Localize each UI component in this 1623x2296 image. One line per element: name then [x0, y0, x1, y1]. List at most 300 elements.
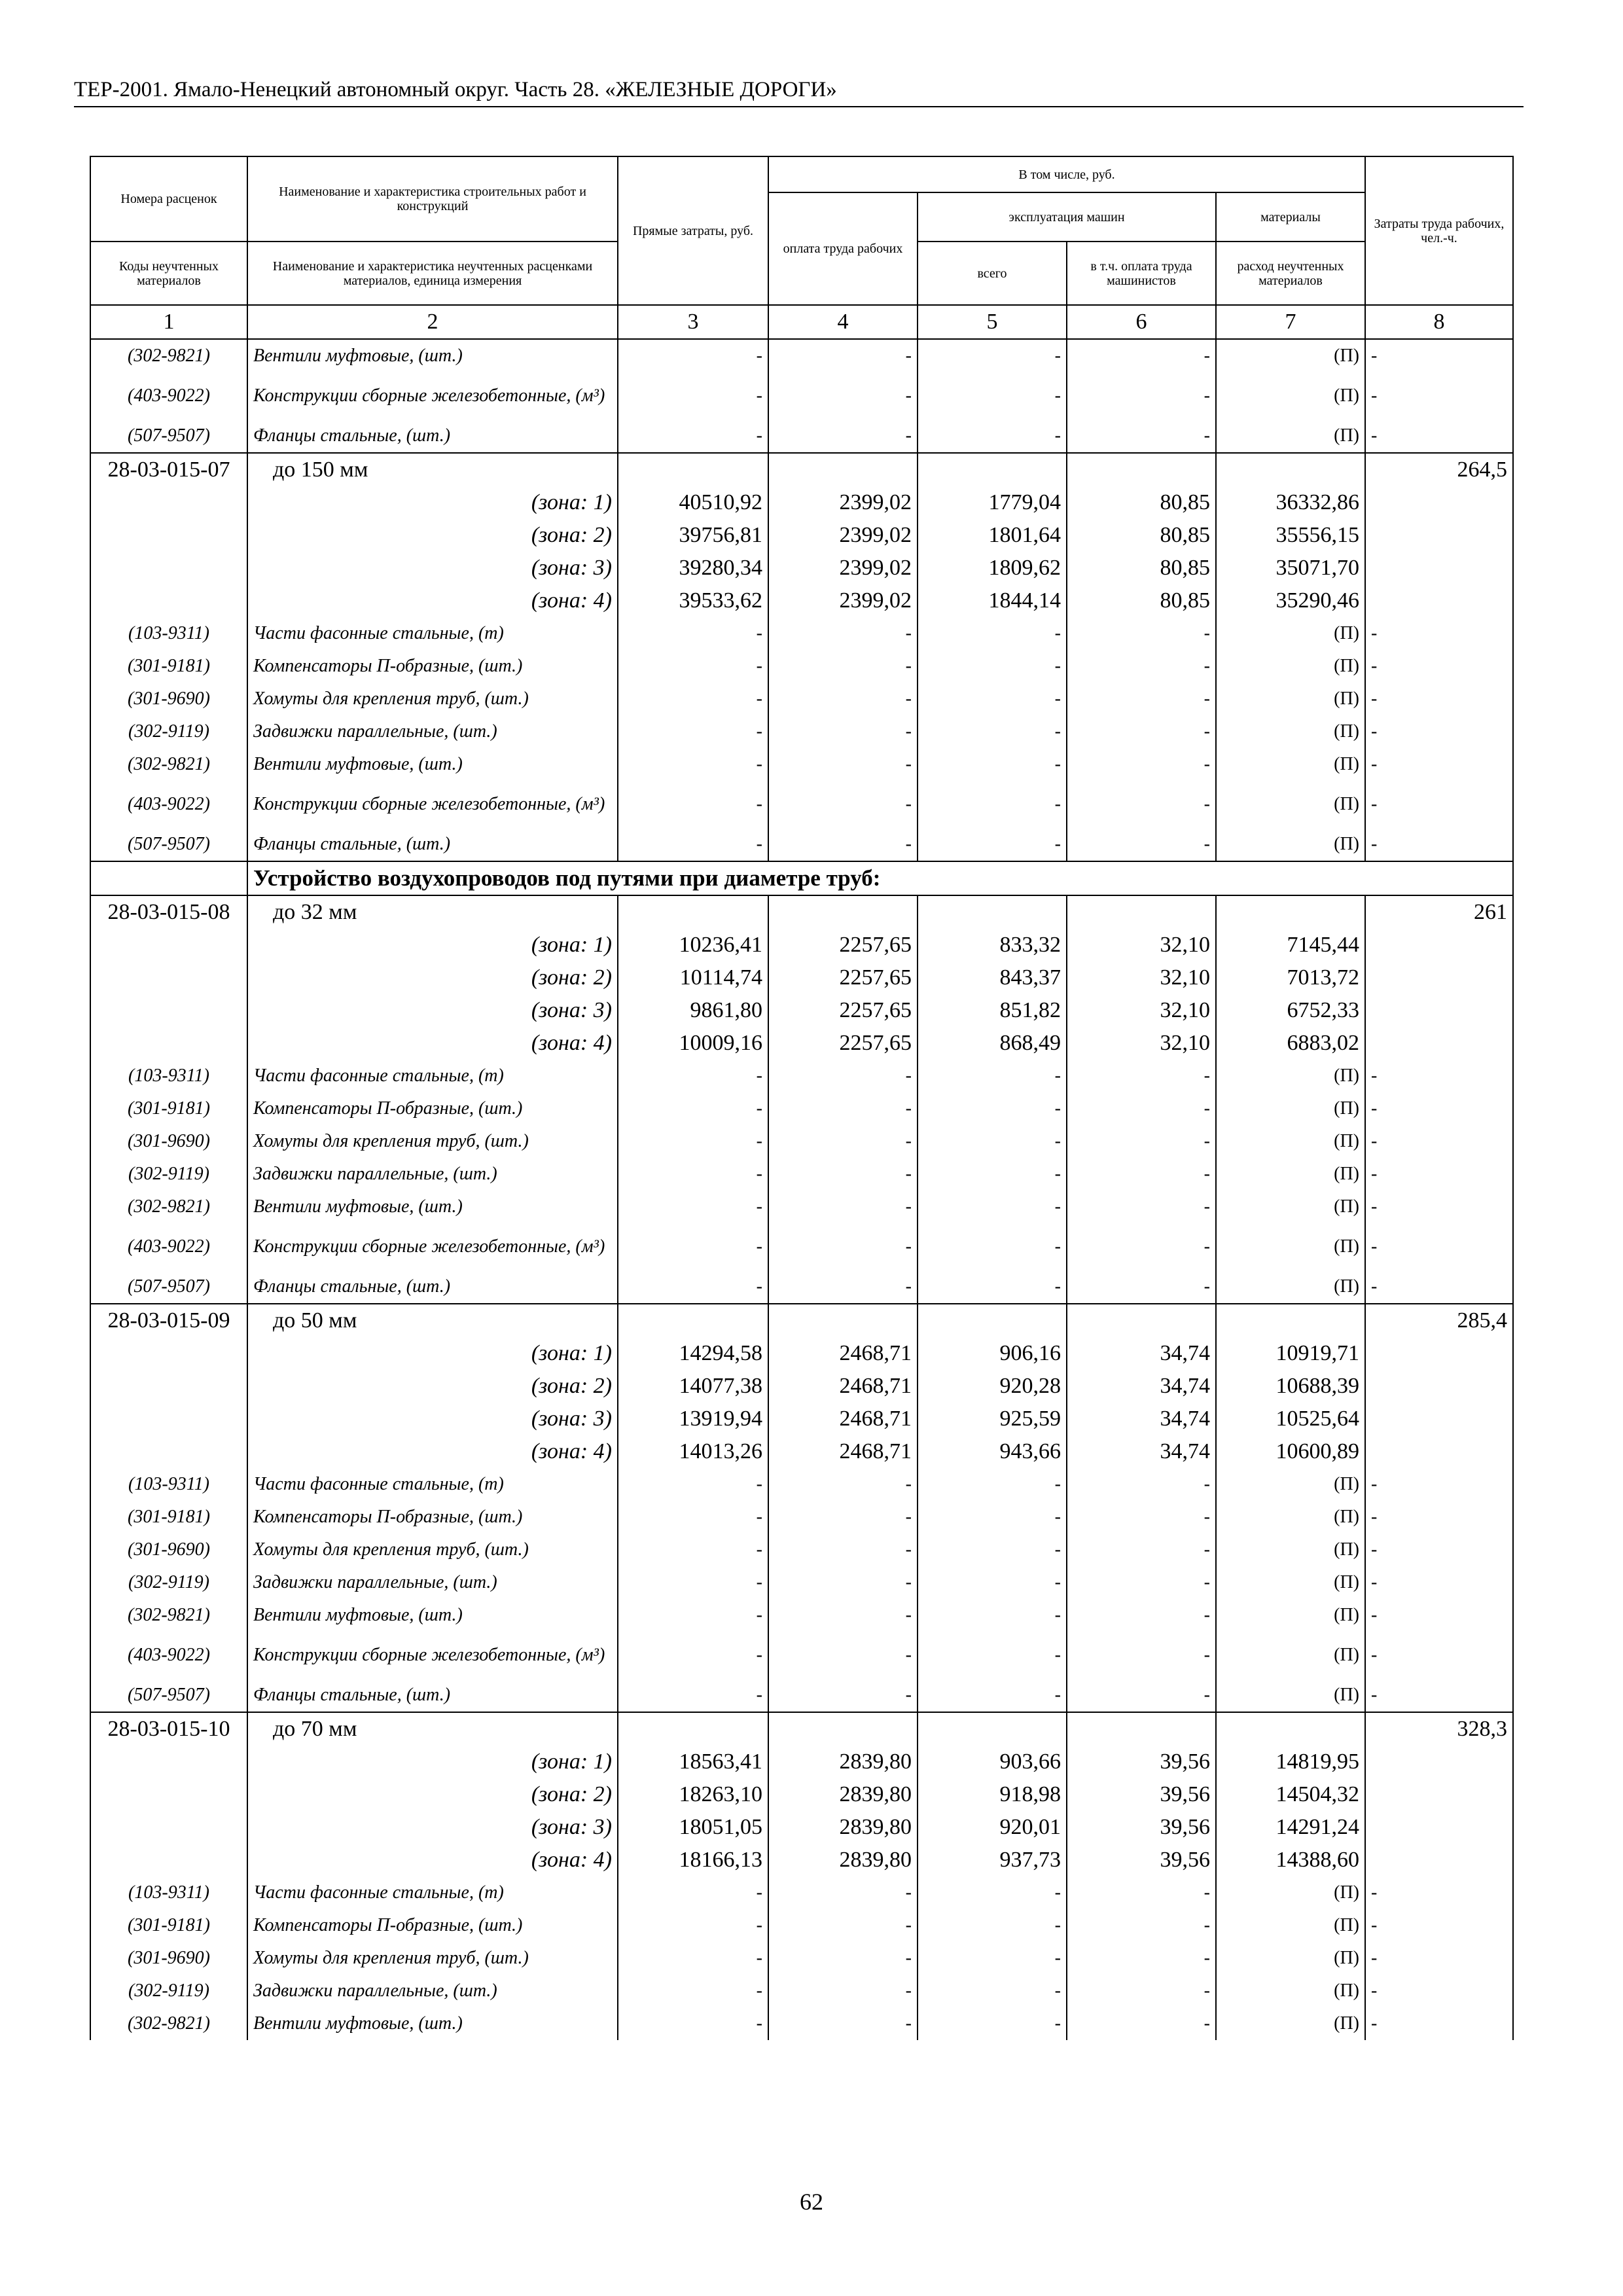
cell-name: (зона: 3): [247, 1403, 618, 1435]
cell-col5: -: [918, 1092, 1067, 1125]
cell-col3: -: [618, 339, 768, 372]
cell-col8: 261: [1365, 895, 1513, 929]
cell-col4: -: [768, 339, 918, 372]
cell-col6: 39,56: [1067, 1811, 1216, 1844]
cell-code: (302-9821): [90, 2007, 247, 2040]
cell-col8: -: [1365, 2007, 1513, 2040]
cell-col7: 14504,32: [1216, 1778, 1365, 1811]
cell-code: [90, 994, 247, 1027]
cell-code: (302-9821): [90, 1599, 247, 1632]
cell-col8: -: [1365, 1223, 1513, 1270]
cell-col7: (П): [1216, 1975, 1365, 2007]
cell-col3: [618, 1304, 768, 1337]
zone-row: [90, 1337, 1513, 1370]
cell-col8: [1365, 1811, 1513, 1844]
cell-col4: -: [768, 748, 918, 781]
cell-col5: 937,73: [918, 1844, 1067, 1876]
cell-col8: -: [1365, 781, 1513, 828]
cell-col5: 943,66: [918, 1435, 1067, 1468]
cell-col4: 2468,71: [768, 1435, 918, 1468]
cell-name: (зона: 2): [247, 1370, 618, 1403]
cell-col6: 32,10: [1067, 994, 1216, 1027]
cell-code: (507-9507): [90, 828, 247, 861]
cell-col6: 32,10: [1067, 1027, 1216, 1060]
zone-row: [90, 1746, 1513, 1778]
cell-code: (403-9022): [90, 1632, 247, 1679]
cell-code: (302-9821): [90, 339, 247, 372]
cell-col7: 7013,72: [1216, 961, 1365, 994]
cell-col8: -: [1365, 715, 1513, 748]
header-machines-total: всего: [918, 242, 1067, 305]
cell-col8: 285,4: [1365, 1304, 1513, 1337]
cell-col8: [1365, 1844, 1513, 1876]
cell-col3: 18263,10: [618, 1778, 768, 1811]
cell-col5: -: [918, 1534, 1067, 1566]
cell-name: Хомуты для крепления труб, (шт.): [247, 683, 618, 715]
cell-col4: -: [768, 1191, 918, 1223]
cell-col7: (П): [1216, 828, 1365, 861]
cell-col5: 920,01: [918, 1811, 1067, 1844]
column-numbers-row: [90, 305, 1513, 339]
cell-col8: 328,3: [1365, 1712, 1513, 1746]
cell-col5: 1801,64: [918, 519, 1067, 552]
cell-col8: -: [1365, 1501, 1513, 1534]
zone-row: [90, 1844, 1513, 1876]
cell-col6: -: [1067, 1566, 1216, 1599]
cell-col5: -: [918, 1158, 1067, 1191]
cell-code: (403-9022): [90, 781, 247, 828]
cell-col7: 14291,24: [1216, 1811, 1365, 1844]
cell-col5: 920,28: [918, 1370, 1067, 1403]
material-row: [90, 1599, 1513, 1632]
cell-name: до 70 мм: [247, 1712, 618, 1746]
cell-col7: 14819,95: [1216, 1746, 1365, 1778]
cell-col8: -: [1365, 683, 1513, 715]
table-header: [90, 156, 1513, 339]
cell-col4: 2257,65: [768, 994, 918, 1027]
cell-col3: -: [618, 1092, 768, 1125]
cell-col5: -: [918, 1125, 1067, 1158]
cell-code: [90, 519, 247, 552]
material-row: [90, 372, 1513, 420]
cell-col8: 264,5: [1365, 453, 1513, 486]
cell-col6: -: [1067, 1599, 1216, 1632]
cell-name: Конструкции сборные железобетонные, (м³): [247, 781, 618, 828]
cell-col5: -: [918, 1468, 1067, 1501]
cell-col4: -: [768, 1158, 918, 1191]
cell-col7: 10688,39: [1216, 1370, 1365, 1403]
cell-col7: (П): [1216, 748, 1365, 781]
cell-col7: (П): [1216, 420, 1365, 453]
cell-col4: 2399,02: [768, 519, 918, 552]
cell-col8: -: [1365, 1125, 1513, 1158]
cell-col4: -: [768, 617, 918, 650]
cell-col6: 39,56: [1067, 1746, 1216, 1778]
zone-row: [90, 1811, 1513, 1844]
material-row: [90, 617, 1513, 650]
cell-col8: [1365, 1435, 1513, 1468]
cell-col3: 14013,26: [618, 1435, 768, 1468]
cell-code: (301-9690): [90, 1125, 247, 1158]
cell-col4: 2839,80: [768, 1844, 918, 1876]
header-including: В том числе, руб.: [768, 156, 1365, 192]
material-row: [90, 1501, 1513, 1534]
cell-col6: 32,10: [1067, 961, 1216, 994]
cell-code: 28-03-015-07: [90, 453, 247, 486]
header-rate-numbers: Номера расценок: [90, 156, 247, 242]
cell-col8: -: [1365, 1599, 1513, 1632]
column-number: 7: [1216, 305, 1365, 339]
cell-code: (103-9311): [90, 1060, 247, 1092]
cell-code: [90, 929, 247, 961]
cell-col5: -: [918, 650, 1067, 683]
cell-code: [90, 1746, 247, 1778]
cell-col8: -: [1365, 1191, 1513, 1223]
cell-name: (зона: 3): [247, 1811, 618, 1844]
cell-name: Компенсаторы П-образные, (шт.): [247, 1501, 618, 1534]
cell-col6: -: [1067, 1632, 1216, 1679]
cell-col6: -: [1067, 1534, 1216, 1566]
cell-col4: 2839,80: [768, 1778, 918, 1811]
cell-col5: 1844,14: [918, 584, 1067, 617]
cell-name: (зона: 4): [247, 1435, 618, 1468]
cell-col3: 14077,38: [618, 1370, 768, 1403]
header-machine-operation: эксплуатация машин: [918, 192, 1216, 242]
cell-col8: -: [1365, 1566, 1513, 1599]
cell-code: (103-9311): [90, 617, 247, 650]
cell-col4: -: [768, 1534, 918, 1566]
cell-code: (302-9821): [90, 748, 247, 781]
cell-col8: -: [1365, 828, 1513, 861]
cell-name: до 150 мм: [247, 453, 618, 486]
cell-code: (301-9690): [90, 683, 247, 715]
cell-code: 28-03-015-09: [90, 1304, 247, 1337]
cell-col8: -: [1365, 1092, 1513, 1125]
cell-col8: -: [1365, 1270, 1513, 1304]
cell-col3: -: [618, 1468, 768, 1501]
material-row: [90, 650, 1513, 683]
cell-col3: 40510,92: [618, 486, 768, 519]
cell-col3: 10114,74: [618, 961, 768, 994]
cell-col7: (П): [1216, 1909, 1365, 1942]
cell-col3: -: [618, 715, 768, 748]
cell-name: (зона: 2): [247, 519, 618, 552]
section-title: Устройство воздухопроводов под путями при диаметре труб:: [247, 861, 1513, 895]
material-row: [90, 420, 1513, 453]
cell-code: [90, 1435, 247, 1468]
cell-col7: (П): [1216, 1501, 1365, 1534]
material-row: [90, 339, 1513, 372]
header-material-names: Наименование и характеристика неучтенных расценками материалов, единица измерения: [247, 242, 618, 305]
cell-col6: -: [1067, 1191, 1216, 1223]
cell-col5: -: [918, 1501, 1067, 1534]
cell-col5: -: [918, 1876, 1067, 1909]
header-material-codes: Коды неучтенных материалов: [90, 242, 247, 305]
zone-row: [90, 1370, 1513, 1403]
cell-col3: -: [618, 1191, 768, 1223]
cell-col4: -: [768, 1975, 918, 2007]
cell-col5: -: [918, 748, 1067, 781]
cell-code: (507-9507): [90, 1270, 247, 1304]
cell-col7: 35290,46: [1216, 584, 1365, 617]
cell-col4: 2257,65: [768, 929, 918, 961]
cell-col8: [1365, 961, 1513, 994]
cell-col3: -: [618, 748, 768, 781]
cell-col6: -: [1067, 420, 1216, 453]
cell-name: Фланцы стальные, (шт.): [247, 1270, 618, 1304]
table-body: [90, 339, 1513, 2040]
cell-col5: [918, 895, 1067, 929]
cell-col6: 39,56: [1067, 1844, 1216, 1876]
cell-col5: -: [918, 339, 1067, 372]
cell-name: Фланцы стальные, (шт.): [247, 828, 618, 861]
cell-col8: [1365, 1778, 1513, 1811]
cell-col5: 843,37: [918, 961, 1067, 994]
cell-col7: [1216, 1712, 1365, 1746]
cell-col6: -: [1067, 650, 1216, 683]
cell-name: Задвижки параллельные, (шт.): [247, 715, 618, 748]
cell-col5: -: [918, 1599, 1067, 1632]
cell-col6: -: [1067, 339, 1216, 372]
cell-col7: (П): [1216, 1876, 1365, 1909]
cell-col3: -: [618, 1876, 768, 1909]
page-number: 62: [800, 2189, 823, 2215]
cell-col3: -: [618, 1566, 768, 1599]
cell-col4: 2839,80: [768, 1811, 918, 1844]
cell-col3: -: [618, 617, 768, 650]
cell-name: (зона: 4): [247, 1844, 618, 1876]
material-row: [90, 748, 1513, 781]
cell-name: (зона: 1): [247, 486, 618, 519]
cell-col7: 6752,33: [1216, 994, 1365, 1027]
cell-code: (301-9181): [90, 650, 247, 683]
cell-col5: 1779,04: [918, 486, 1067, 519]
cell-name: (зона: 3): [247, 994, 618, 1027]
header-materials: материалы: [1216, 192, 1365, 242]
cell-col4: [768, 895, 918, 929]
cell-code: [90, 1027, 247, 1060]
cell-col4: [768, 1304, 918, 1337]
column-number: 3: [618, 305, 768, 339]
cell-name: Хомуты для крепления труб, (шт.): [247, 1125, 618, 1158]
cell-col7: (П): [1216, 1468, 1365, 1501]
cell-col5: -: [918, 1632, 1067, 1679]
cell-col4: -: [768, 420, 918, 453]
cell-name: Вентили муфтовые, (шт.): [247, 339, 618, 372]
cell-col4: -: [768, 1942, 918, 1975]
cell-col4: 2468,71: [768, 1337, 918, 1370]
cell-col4: -: [768, 683, 918, 715]
cell-name: Конструкции сборные железобетонные, (м³): [247, 1632, 618, 1679]
cell-col7: [1216, 895, 1365, 929]
cell-col4: -: [768, 372, 918, 420]
cell-code: 28-03-015-10: [90, 1712, 247, 1746]
cell-code: (301-9181): [90, 1092, 247, 1125]
cell-col4: -: [768, 1632, 918, 1679]
cell-col3: -: [618, 1223, 768, 1270]
zone-row: [90, 929, 1513, 961]
cell-col7: (П): [1216, 1942, 1365, 1975]
cell-col4: -: [768, 1599, 918, 1632]
cell-col4: -: [768, 828, 918, 861]
cell-col7: 10919,71: [1216, 1337, 1365, 1370]
rate-row: [90, 1712, 1513, 1746]
material-row: [90, 1534, 1513, 1566]
cell-col3: -: [618, 420, 768, 453]
cell-col6: 80,85: [1067, 584, 1216, 617]
cell-col7: 7145,44: [1216, 929, 1365, 961]
cell-code: [90, 1811, 247, 1844]
header-direct-costs: Прямые затраты, руб.: [618, 156, 768, 305]
cell-col4: -: [768, 650, 918, 683]
cell-col8: -: [1365, 1975, 1513, 2007]
cell-col6: -: [1067, 828, 1216, 861]
zone-row: [90, 552, 1513, 584]
zone-row: [90, 1435, 1513, 1468]
cell-col6: 80,85: [1067, 552, 1216, 584]
cell-name: Компенсаторы П-образные, (шт.): [247, 650, 618, 683]
cell-col3: -: [618, 1158, 768, 1191]
cell-name: Части фасонные стальные, (т): [247, 1060, 618, 1092]
cell-code: (302-9119): [90, 715, 247, 748]
cell-col7: (П): [1216, 617, 1365, 650]
material-row: [90, 683, 1513, 715]
cell-name: Вентили муфтовые, (шт.): [247, 1599, 618, 1632]
cell-col7: (П): [1216, 715, 1365, 748]
cell-name: Задвижки параллельные, (шт.): [247, 1158, 618, 1191]
cell-col7: (П): [1216, 372, 1365, 420]
cell-col8: -: [1365, 1534, 1513, 1566]
material-row: [90, 1092, 1513, 1125]
cell-col4: 2468,71: [768, 1370, 918, 1403]
cell-code: (103-9311): [90, 1468, 247, 1501]
cell-col7: [1216, 1304, 1365, 1337]
cell-col3: -: [618, 1975, 768, 2007]
cell-name: Части фасонные стальные, (т): [247, 1468, 618, 1501]
zone-row: [90, 961, 1513, 994]
cell-col5: 906,16: [918, 1337, 1067, 1370]
cell-col3: -: [618, 828, 768, 861]
cell-col3: 18051,05: [618, 1811, 768, 1844]
cell-col4: -: [768, 1909, 918, 1942]
cell-col6: -: [1067, 1125, 1216, 1158]
cell-col3: 10236,41: [618, 929, 768, 961]
cell-col3: 39533,62: [618, 584, 768, 617]
cell-col4: 2399,02: [768, 486, 918, 519]
cell-col4: -: [768, 2007, 918, 2040]
cell-col3: -: [618, 683, 768, 715]
cell-name: Вентили муфтовые, (шт.): [247, 2007, 618, 2040]
cell-col6: -: [1067, 1501, 1216, 1534]
cell-col8: -: [1365, 339, 1513, 372]
cell-col4: -: [768, 1468, 918, 1501]
cell-col8: [1365, 1746, 1513, 1778]
cell-col7: 10600,89: [1216, 1435, 1365, 1468]
page-header: ТЕР-2001. Ямало-Ненецкий автономный округ. Часть 28. «ЖЕЛЕЗНЫЕ ДОРОГИ»: [74, 73, 1524, 107]
cell-code: (301-9181): [90, 1501, 247, 1534]
cell-col7: (П): [1216, 1191, 1365, 1223]
cell-col7: (П): [1216, 339, 1365, 372]
header-machinist-pay: в т.ч. оплата труда машинистов: [1067, 242, 1216, 305]
cell-col4: [768, 1712, 918, 1746]
cell-col3: 10009,16: [618, 1027, 768, 1060]
cell-col5: -: [918, 1679, 1067, 1712]
zone-row: [90, 486, 1513, 519]
cell-col5: -: [918, 1909, 1067, 1942]
cell-name: (зона: 4): [247, 584, 618, 617]
cell-col7: (П): [1216, 1270, 1365, 1304]
cell-name: Хомуты для крепления труб, (шт.): [247, 1534, 618, 1566]
cell-col8: [1365, 1403, 1513, 1435]
cell-col4: -: [768, 1223, 918, 1270]
cell-col4: 2257,65: [768, 1027, 918, 1060]
material-row: [90, 1876, 1513, 1909]
material-row: [90, 2007, 1513, 2040]
cell-col6: -: [1067, 2007, 1216, 2040]
cell-col3: -: [618, 650, 768, 683]
cell-name: Компенсаторы П-образные, (шт.): [247, 1092, 618, 1125]
cell-col8: -: [1365, 1876, 1513, 1909]
rate-row: [90, 895, 1513, 929]
cell-col5: -: [918, 1270, 1067, 1304]
cell-col4: 2399,02: [768, 584, 918, 617]
cell-col8: -: [1365, 650, 1513, 683]
cell-col3: [618, 1712, 768, 1746]
cell-col4: -: [768, 1125, 918, 1158]
column-number: 8: [1365, 305, 1513, 339]
cell-name: (зона: 1): [247, 929, 618, 961]
cell-code: (403-9022): [90, 372, 247, 420]
cell-col4: [768, 453, 918, 486]
cell-col6: -: [1067, 781, 1216, 828]
cell-col6: 34,74: [1067, 1337, 1216, 1370]
material-row: [90, 828, 1513, 861]
column-number: 5: [918, 305, 1067, 339]
cell-col7: (П): [1216, 1679, 1365, 1712]
cell-col5: -: [918, 1566, 1067, 1599]
cell-col4: 2257,65: [768, 961, 918, 994]
cell-col3: [618, 453, 768, 486]
cell-col7: (П): [1216, 650, 1365, 683]
cell-empty: [90, 861, 247, 895]
zone-row: [90, 1778, 1513, 1811]
zone-row: [90, 1027, 1513, 1060]
cell-col7: (П): [1216, 1125, 1365, 1158]
cell-col5: 851,82: [918, 994, 1067, 1027]
cell-col3: 14294,58: [618, 1337, 768, 1370]
column-number: 1: [90, 305, 247, 339]
cell-code: (507-9507): [90, 1679, 247, 1712]
cell-col5: -: [918, 1060, 1067, 1092]
cell-code: (301-9181): [90, 1909, 247, 1942]
cell-col3: 13919,94: [618, 1403, 768, 1435]
cell-col3: 39280,34: [618, 552, 768, 584]
cell-col6: -: [1067, 1876, 1216, 1909]
cell-code: [90, 486, 247, 519]
cell-col8: -: [1365, 1942, 1513, 1975]
cell-col5: -: [918, 1975, 1067, 2007]
cell-col7: (П): [1216, 1060, 1365, 1092]
cell-col5: -: [918, 2007, 1067, 2040]
cell-name: Конструкции сборные железобетонные, (м³): [247, 1223, 618, 1270]
material-row: [90, 1909, 1513, 1942]
cell-col5: -: [918, 828, 1067, 861]
cell-col5: 833,32: [918, 929, 1067, 961]
cell-col8: -: [1365, 748, 1513, 781]
cell-col8: [1365, 1337, 1513, 1370]
cell-name: Вентили муфтовые, (шт.): [247, 1191, 618, 1223]
cell-col7: (П): [1216, 1534, 1365, 1566]
